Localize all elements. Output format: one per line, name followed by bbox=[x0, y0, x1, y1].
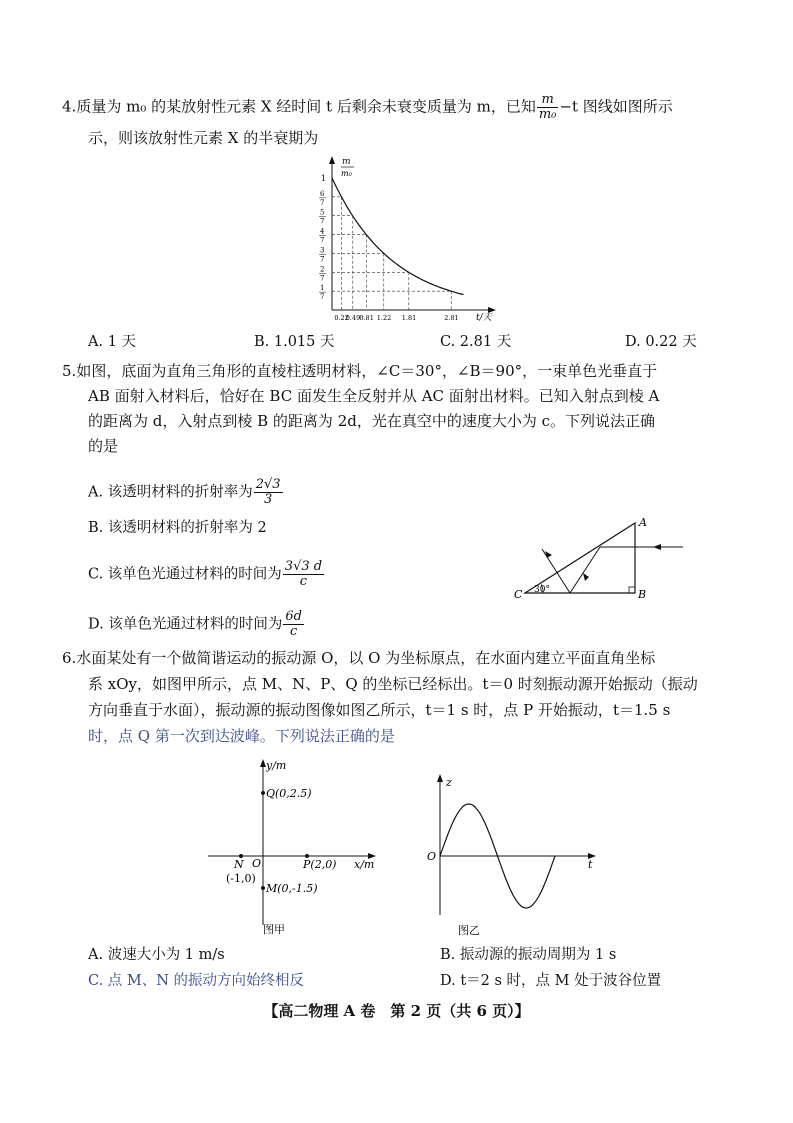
fig-a-origin: O bbox=[252, 857, 262, 870]
q5-line1: 5.如图，底面为直角三角形的直棱柱透明材料，∠C＝30°，∠B＝90°，一束单色光垂直于 bbox=[62, 362, 658, 380]
angle-label: 30° bbox=[534, 585, 550, 595]
y-tick-num: 2 bbox=[320, 265, 325, 274]
y-tick-den: 7 bbox=[320, 198, 325, 207]
q5-option-d[interactable]: D. 该单色光通过材料的时间为 $\frac{6d}{c}$ bbox=[88, 609, 302, 639]
fig-a-caption: 图甲 bbox=[263, 923, 285, 936]
y-tick-num: 4 bbox=[320, 227, 325, 236]
q5-option-a[interactable]: A. 该透明材料的折射率为 $\frac{2√3}{3}$ bbox=[88, 477, 281, 507]
fig-a-x-label: x/m bbox=[354, 858, 375, 871]
q5-option-b[interactable]: B. 该透明材料的折射率为 2 bbox=[88, 520, 267, 536]
y-tick-num: 5 bbox=[320, 208, 325, 217]
q5-option-c-fraction: $\frac{3√3 d}{c}$ bbox=[284, 559, 323, 589]
x-tick-label: 0.81 bbox=[359, 314, 374, 322]
y-tick-label: 1 bbox=[321, 174, 327, 183]
point-n-coord: (-1,0) bbox=[226, 872, 256, 885]
q6-figure-b bbox=[420, 770, 610, 940]
x-axis-label: t/天 bbox=[476, 313, 492, 323]
fig-b-t-label: t bbox=[588, 858, 593, 871]
y-tick-num: 6 bbox=[320, 189, 325, 198]
q4-line2: 示，则该放射性元素 X 的半衰期为 bbox=[88, 129, 319, 147]
y-tick-den: 7 bbox=[320, 255, 325, 264]
page-footer: 【高二物理 A 卷 第 2 页（共 6 页）】 bbox=[263, 1002, 530, 1020]
q6-figure-a bbox=[200, 755, 380, 940]
q4-option-d[interactable]: D. 0.22 天 bbox=[625, 334, 697, 350]
q5-option-d-fraction: $\frac{6d}{c}$ bbox=[285, 609, 302, 639]
y-tick-num: 3 bbox=[320, 246, 325, 255]
y-axis-label-num: m bbox=[342, 157, 351, 167]
q6-option-d[interactable]: D. t＝2 s 时，点 M 处于波谷位置 bbox=[440, 973, 662, 989]
q6-line1: 6.水面某处有一个做简谐运动的振动源 O，以 O 为坐标原点，在水面内建立平面直角坐标 bbox=[62, 649, 656, 667]
q5-option-a-fraction: $\frac{2√3}{3}$ bbox=[255, 477, 281, 507]
q5-line4: 的是 bbox=[88, 437, 119, 455]
q6-line3: 方向垂直于水面），振动源的振动图像如图乙所示，t＝1 s 时，点 P 开始振动，t＝1.5 s bbox=[88, 701, 671, 719]
q5-prism-figure bbox=[505, 510, 695, 605]
vertex-b-label: B bbox=[638, 588, 647, 601]
vertex-a-label: A bbox=[639, 516, 647, 529]
y-axis-label-den: m₀ bbox=[341, 169, 352, 178]
q6-line4: 时，点 Q 第一次到达波峰。下列说法正确的是 bbox=[88, 727, 395, 745]
vertex-c-label: C bbox=[514, 588, 523, 601]
q5-option-c[interactable]: C. 该单色光通过材料的时间为 $\frac{3√3 d}{c}$ bbox=[88, 559, 323, 589]
y-tick-den: 7 bbox=[320, 293, 325, 302]
q4-fraction: $\frac{m}{\text{m₀}}$ bbox=[538, 92, 557, 122]
q5-line2: AB 面射入材料后，恰好在 BC 面发生全反射并从 AC 面射出材料。已知入射点到棱 A bbox=[88, 387, 660, 405]
q6-option-c[interactable]: C. 点 M、N 的振动方向始终相反 bbox=[88, 973, 305, 989]
q6-option-b[interactable]: B. 振动源的振动周期为 1 s bbox=[440, 947, 617, 963]
fig-b-caption: 图乙 bbox=[458, 924, 480, 937]
point-m-label: M(0,-1.5) bbox=[266, 882, 318, 895]
fig-a-y-label: y/m bbox=[266, 759, 287, 772]
fig-b-z-label: z bbox=[446, 776, 452, 789]
decay-curve bbox=[332, 178, 464, 295]
q5-line3: 的距离为 d，入射点到棱 B 的距离为 2d，光在真空中的速度大小为 c。下列说法正确 bbox=[88, 412, 656, 430]
y-tick-den: 7 bbox=[320, 217, 325, 226]
q6-option-a[interactable]: A. 波速大小为 1 m/s bbox=[88, 947, 225, 963]
q6-line2: 系 xOy，如图甲所示，点 M、N、P、Q 的坐标已经标出。t＝0 时刻振动源开始振动（振动 bbox=[88, 675, 698, 693]
point-q-label: Q(0,2.5) bbox=[266, 787, 312, 800]
x-tick-label: 1.81 bbox=[401, 314, 417, 322]
fig-b-origin: O bbox=[427, 850, 437, 863]
x-tick-label: 0.49 bbox=[345, 314, 361, 322]
q4-option-b[interactable]: B. 1.015 天 bbox=[254, 334, 335, 350]
y-tick-num: 1 bbox=[320, 284, 325, 293]
y-tick-den: 7 bbox=[320, 236, 325, 245]
point-p-label: P(2,0) bbox=[303, 858, 337, 871]
q4-option-a[interactable]: A. 1 天 bbox=[88, 334, 137, 350]
x-tick-label: 2.81 bbox=[444, 314, 459, 322]
q4-option-c[interactable]: C. 2.81 天 bbox=[440, 334, 512, 350]
q4-decay-graph bbox=[300, 150, 500, 330]
y-axis-arrow bbox=[329, 156, 335, 164]
y-tick-den: 7 bbox=[320, 274, 325, 283]
x-tick-label: 0.22 bbox=[334, 314, 349, 322]
q4-line1: 4.质量为 m₀ 的某放射性元素 X 经时间 t 后剩余未衰变质量为 m，已知 $\frac{m}{\text{m₀}}$ −t 图线如图所示 bbox=[62, 92, 673, 122]
point-n-label: N bbox=[234, 858, 244, 871]
x-tick-label: 1.22 bbox=[376, 314, 392, 322]
